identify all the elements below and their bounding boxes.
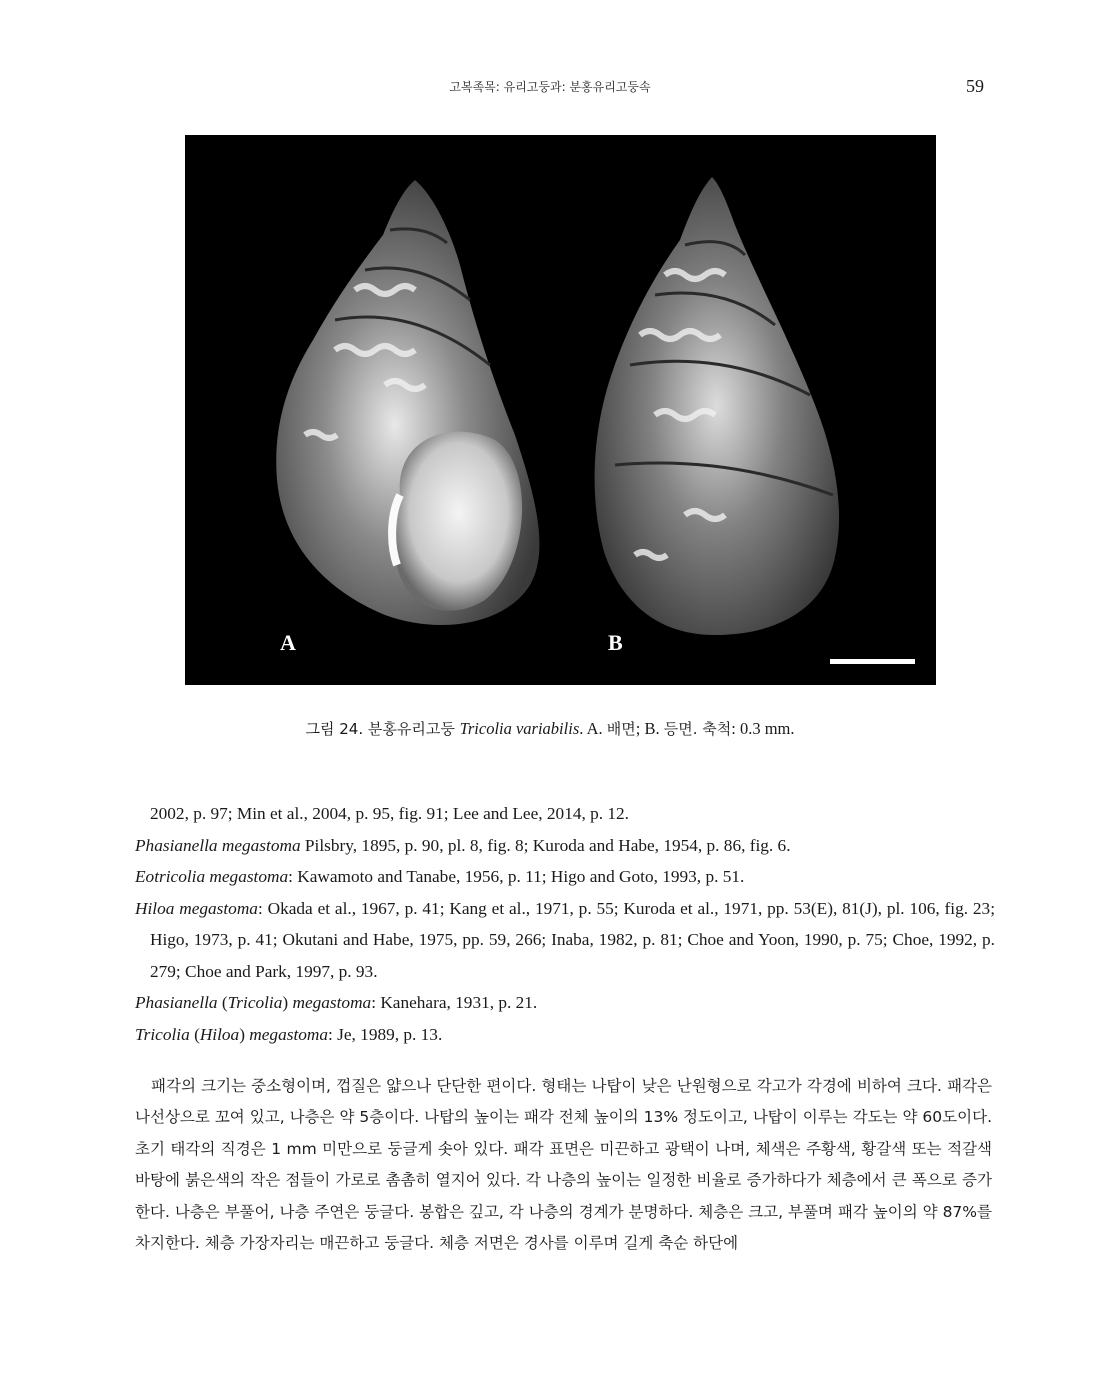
synonymy-entry (135, 798, 995, 830)
caption-scale-label: . 축척 (692, 720, 732, 738)
synonymy-text: : Je, 1989, p. 13. (328, 1024, 443, 1044)
figure-caption (0, 718, 1100, 739)
synonymy-subgenus: Hiloa (199, 1024, 240, 1044)
synonymy-name: Eotricolia megastoma (135, 867, 289, 886)
synonymy-genus: Tricolia (135, 1024, 190, 1044)
synonymy-entry (135, 893, 995, 988)
synonymy-text: : Kawamoto and Tanabe, 1956, p. 11; Higo and Goto, 1993, p. 51. (288, 867, 745, 886)
caption-view-b: 등면 (663, 720, 693, 738)
caption-scale-value: : 0.3 mm. (731, 719, 795, 738)
synonymy-entry: Phasianella (Tricolia) megastoma: Kanehara, 1931, p. 21. (135, 993, 538, 1012)
synonymy-genus: Phasianella (135, 993, 218, 1012)
shell-a (276, 180, 539, 625)
synonymy-name: Hiloa megastoma (135, 898, 258, 918)
synonymy-entry (135, 861, 995, 893)
description-paragraph: 패각의 크기는 중소형이며, 껍질은 얇으나 단단한 편이다. 형태는 나탑이 낮은 난원형으로 각고가 각경에 비하여 크다. 패각은 나선상으로 꼬여 있고, 나층은 약 5층이다. 나탑의 높이는 패각 전체 높이의 13% 정도이고, 나탑이 이루는 각도는 약 60도이다. 초기 태각의 직경은 1 mm 미만으로 둥글게 솟아 있다. 패각 표면은 미끈하고 광택이 나며, 체색은 주황색, 황갈색 또는 적갈색 바탕에 붉은색의 작은 점들이 가로로 촘촘히 열지어 있다. 각 나층의 높이는 일정한 비율로 증가하다가 체층에서 큰 폭으로 증가한다. 나층은 부풀어, 나층 주연은 둥글다. 봉합은 깊고, 각 나층의 경계가 분명하다. 체층은 크고, 부풀며 패각 높이의 약 87%를 차지한다. 체층 가장자리는 매끈하고 둥글다. 체층 저면은 경사를 이루며 길게 축순 하단에 (135, 1077, 993, 1253)
synonymy-species: megastoma (292, 993, 372, 1012)
caption-species: Tricolia variabilis (459, 719, 580, 738)
caption-suffix: . A. (579, 719, 607, 738)
synonymy-species: megastoma (249, 1024, 329, 1044)
shell-photograph-icon (185, 135, 936, 685)
panel-label-a: A (280, 630, 296, 655)
synonymy-text: : Okada et al., 1967, p. 41; Kang et al., 1971, p. 55; Kuroda et al., 1971, pp. 53(E), 81(J), pl. 106, fig. 23; Higo, 1973, p. 41; Okutani and Habe, 1975, pp. 59, 266; Inaba, 1982, p. 81; Choe and Yoon, 1990, p. 75; Choe, 1992, p. 279; Choe and Park, 1997, p. 93. (150, 898, 996, 981)
scale-bar (830, 659, 915, 664)
caption-prefix: 그림 24. 분홍유리고둥 (305, 720, 460, 738)
shell-figure (185, 135, 936, 685)
caption-view-a: 배면 (606, 720, 636, 738)
synonymy-subgenus: Tricolia (227, 993, 283, 1012)
synonymy-text: Pilsbry, 1895, p. 90, pl. 8, fig. 8; Kuroda and Habe, 1954, p. 86, fig. 6. (300, 835, 791, 855)
running-head: 고복족목: 유리고둥과: 분홍유리고둥속 (449, 80, 651, 94)
caption-sep: ; B. (635, 719, 664, 738)
synonymy-entry (135, 830, 995, 862)
synonymy-name: Phasianella megastoma (135, 835, 301, 855)
shell-b (595, 177, 839, 635)
synonymy-list (135, 798, 995, 1050)
panel-label-b: B (608, 630, 623, 655)
page-number: 59 (966, 76, 984, 96)
synonymy-text: 2002, p. 97; Min et al., 2004, p. 95, fig. 91; Lee and Lee, 2014, p. 12. (150, 804, 629, 823)
synonymy-text: : Kanehara, 1931, p. 21. (371, 993, 538, 1012)
synonymy-entry: Tricolia (Hiloa) megastoma: Je, 1989, p. 13. (135, 1024, 443, 1044)
